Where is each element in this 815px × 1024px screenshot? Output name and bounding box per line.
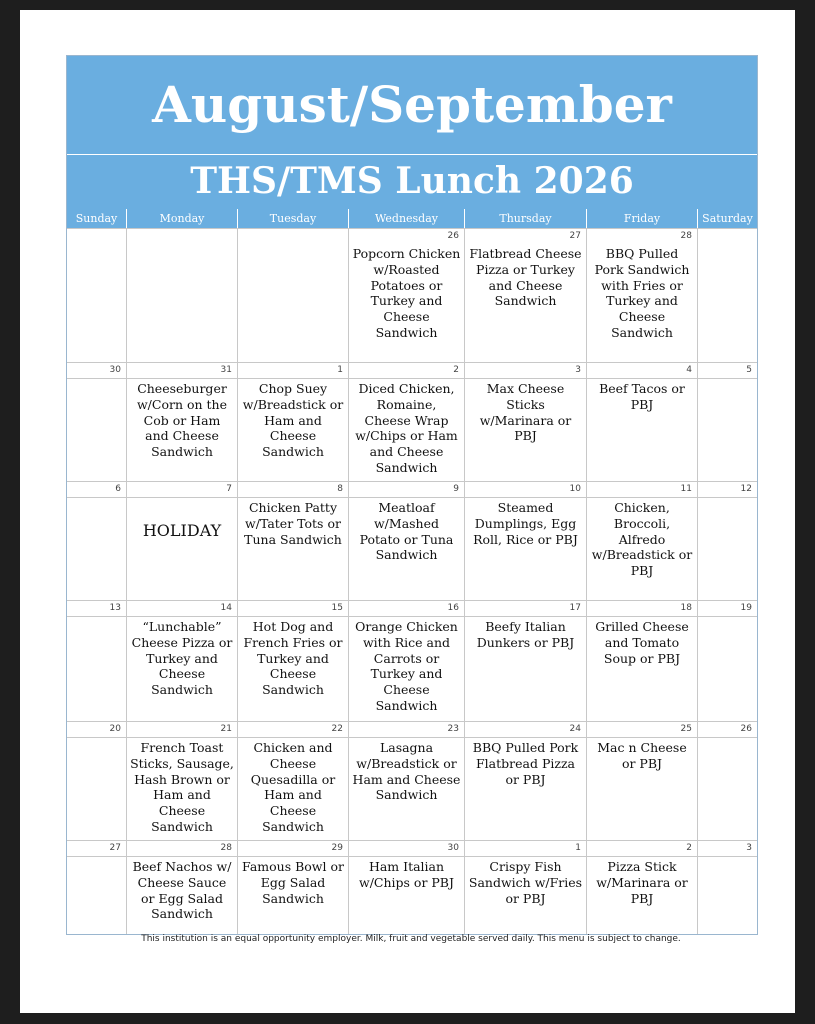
day-number: 7 xyxy=(127,482,237,498)
day-number: 23 xyxy=(349,722,464,738)
menu-item: Chicken and Cheese Quesadilla or Ham and Cheese Sandwich xyxy=(250,740,336,834)
day-cell xyxy=(237,363,348,481)
day-cell xyxy=(126,482,237,600)
menu-item: French Toast Sticks, Sausage, Hash Brown or Ham and Cheese Sandwich xyxy=(130,740,234,834)
day-number: 1 xyxy=(465,841,586,857)
menu-item xyxy=(698,857,757,859)
day-cell xyxy=(586,229,697,362)
menu-item: Grilled Cheese and Tomato Soup or PBJ xyxy=(595,619,689,666)
day-cell xyxy=(586,601,697,721)
menu-item: Beef Tacos or PBJ xyxy=(599,381,685,412)
day-number: 15 xyxy=(238,601,348,617)
menu-item: Cheeseburger w/Corn on the Cob or Ham and Cheese Sandwich xyxy=(136,381,228,460)
day-cell xyxy=(67,722,126,840)
menu-item: Ham Italian w/Chips or PBJ xyxy=(359,859,454,890)
day-cell xyxy=(237,482,348,600)
day-cell xyxy=(586,482,697,600)
menu-item: Flatbread Cheese Pizza or Turkey and Cheese Sandwich xyxy=(469,246,582,309)
day-cell xyxy=(67,363,126,481)
day-number: 30 xyxy=(349,841,464,857)
menu-item: Hot Dog and French Fries or Turkey and Cheese Sandwich xyxy=(243,619,343,698)
day-number xyxy=(238,229,348,244)
day-number: 11 xyxy=(587,482,697,498)
day-cell xyxy=(464,722,586,840)
day-cell xyxy=(237,601,348,721)
day-cell xyxy=(237,722,348,840)
day-cell xyxy=(697,363,757,481)
weekday-wednesday: Wednesday xyxy=(348,209,464,228)
menu-item xyxy=(67,498,126,500)
day-cell xyxy=(464,363,586,481)
menu-item xyxy=(67,738,126,740)
day-number: 5 xyxy=(698,363,757,379)
day-number: 3 xyxy=(698,841,757,857)
day-number: 27 xyxy=(569,231,581,241)
day-cell xyxy=(348,482,464,600)
day-number: 30 xyxy=(67,363,126,379)
day-cell xyxy=(697,601,757,721)
day-number: 6 xyxy=(67,482,126,498)
menu-item: Popcorn Chicken w/Roasted Potatoes or Turkey and Cheese Sandwich xyxy=(352,246,461,340)
day-number: 18 xyxy=(587,601,697,617)
menu-item xyxy=(238,244,348,246)
calendar-week-row xyxy=(67,840,757,934)
month-title: August/September xyxy=(67,56,757,155)
menu-subtitle: THS/TMS Lunch 2026 xyxy=(67,155,757,209)
day-cell xyxy=(348,722,464,840)
weekday-saturday: Saturday xyxy=(697,209,757,228)
calendar-weeks xyxy=(67,228,757,934)
day-cell xyxy=(697,482,757,600)
day-cell xyxy=(586,841,697,934)
menu-item: Famous Bowl or Egg Salad Sandwich xyxy=(242,859,344,906)
day-number: 28 xyxy=(127,841,237,857)
day-cell xyxy=(126,841,237,934)
day-number xyxy=(127,229,237,244)
day-cell xyxy=(237,841,348,934)
day-number: 3 xyxy=(465,363,586,379)
menu-item: Beef Nachos w/ Cheese Sauce or Egg Salad Sandwich xyxy=(132,859,232,922)
day-cell xyxy=(697,841,757,934)
day-number: 25 xyxy=(587,722,697,738)
menu-item: Chicken, Broccoli, Alfredo w/Breadstick or PBJ xyxy=(591,500,693,579)
day-cell xyxy=(348,841,464,934)
menu-item: BBQ Pulled Pork Sandwich with Fries or Turkey and Cheese Sandwich xyxy=(594,246,690,340)
weekday-monday: Monday xyxy=(126,209,237,228)
holiday-label: HOLIDAY xyxy=(142,521,222,540)
menu-item xyxy=(127,244,237,246)
day-cell xyxy=(67,601,126,721)
menu-item: Diced Chicken, Romaine, Cheese Wrap w/Chips or Ham and Cheese Sandwich xyxy=(355,381,458,475)
day-number: 26 xyxy=(698,722,757,738)
day-cell xyxy=(126,363,237,481)
weekday-header xyxy=(67,209,757,228)
day-number: 9 xyxy=(349,482,464,498)
day-cell xyxy=(67,482,126,600)
day-number: 24 xyxy=(465,722,586,738)
day-number: 26 xyxy=(447,231,459,241)
calendar-week-row xyxy=(67,228,757,362)
day-number: 8 xyxy=(238,482,348,498)
day-number xyxy=(698,229,757,244)
menu-item xyxy=(67,379,126,381)
menu-item: Beefy Italian Dunkers or PBJ xyxy=(476,619,575,650)
day-cell xyxy=(586,363,697,481)
day-number xyxy=(67,229,126,244)
day-cell xyxy=(126,722,237,840)
menu-item: Chicken Patty w/Tater Tots or Tuna Sandwich xyxy=(244,500,342,547)
day-number: 19 xyxy=(698,601,757,617)
menu-item: Meatloaf w/Mashed Potato or Tuna Sandwich xyxy=(359,500,454,563)
day-number: 31 xyxy=(127,363,237,379)
day-cell xyxy=(464,601,586,721)
menu-item xyxy=(67,857,126,859)
day-number: 16 xyxy=(349,601,464,617)
day-cell xyxy=(697,722,757,840)
day-cell xyxy=(237,229,348,362)
menu-item: Steamed Dumplings, Egg Roll, Rice or PBJ xyxy=(473,500,578,547)
day-number: 22 xyxy=(238,722,348,738)
day-number: 14 xyxy=(127,601,237,617)
day-cell xyxy=(464,229,586,362)
day-cell xyxy=(697,229,757,362)
day-cell xyxy=(464,841,586,934)
menu-item: Lasagna w/Breadstick or Ham and Cheese Sandwich xyxy=(352,740,461,803)
calendar-week-row xyxy=(67,481,757,600)
day-cell xyxy=(126,601,237,721)
menu-item xyxy=(698,498,757,500)
day-cell xyxy=(348,363,464,481)
menu-item: Crispy Fish Sandwich w/Fries or PBJ xyxy=(468,859,583,906)
day-number: 13 xyxy=(67,601,126,617)
day-cell xyxy=(348,601,464,721)
day-cell xyxy=(126,229,237,362)
menu-item xyxy=(698,617,757,619)
day-number: 2 xyxy=(349,363,464,379)
menu-item: Orange Chicken with Rice and Carrots or Turkey and Cheese Sandwich xyxy=(355,619,458,713)
day-cell xyxy=(586,722,697,840)
calendar-week-row xyxy=(67,362,757,481)
menu-item: Mac n Cheese or PBJ xyxy=(597,740,687,771)
menu-item xyxy=(67,244,126,246)
day-number: 27 xyxy=(67,841,126,857)
day-number: 4 xyxy=(587,363,697,379)
calendar-week-row xyxy=(67,600,757,721)
weekday-sunday: Sunday xyxy=(75,212,118,225)
day-number: 21 xyxy=(127,722,237,738)
weekday-thursday: Thursday xyxy=(464,209,586,228)
menu-item xyxy=(698,379,757,381)
menu-item xyxy=(698,738,757,740)
menu-item xyxy=(67,617,126,619)
menu-item: Chop Suey w/Breadstick or Ham and Cheese Sandwich xyxy=(242,381,344,460)
menu-item: BBQ Pulled Pork Flatbread Pizza or PBJ xyxy=(472,740,579,787)
menu-item xyxy=(698,244,757,246)
day-cell xyxy=(67,229,126,362)
day-number: 20 xyxy=(67,722,126,738)
lunch-calendar xyxy=(66,55,758,935)
menu-page xyxy=(20,10,795,1013)
day-number: 17 xyxy=(465,601,586,617)
day-cell xyxy=(464,482,586,600)
menu-item: “Lunchable” Cheese Pizza or Turkey and Cheese Sandwich xyxy=(131,619,233,698)
day-number: 28 xyxy=(680,231,692,241)
day-number: 29 xyxy=(238,841,348,857)
day-number: 1 xyxy=(238,363,348,379)
day-cell xyxy=(348,229,464,362)
day-number: 12 xyxy=(698,482,757,498)
weekday-tuesday: Tuesday xyxy=(237,209,348,228)
day-number: 2 xyxy=(587,841,697,857)
day-cell xyxy=(67,841,126,934)
footer-note: This institution is an equal opportunity employer. Milk, fruit and vegetable served daily. This menu is subject to change. xyxy=(141,934,681,944)
weekday-friday: Friday xyxy=(586,209,697,228)
menu-item: Pizza Stick w/Marinara or PBJ xyxy=(596,859,688,906)
calendar-week-row xyxy=(67,721,757,840)
day-number: 10 xyxy=(465,482,586,498)
menu-item: Max Cheese Sticks w/Marinara or PBJ xyxy=(479,381,572,444)
